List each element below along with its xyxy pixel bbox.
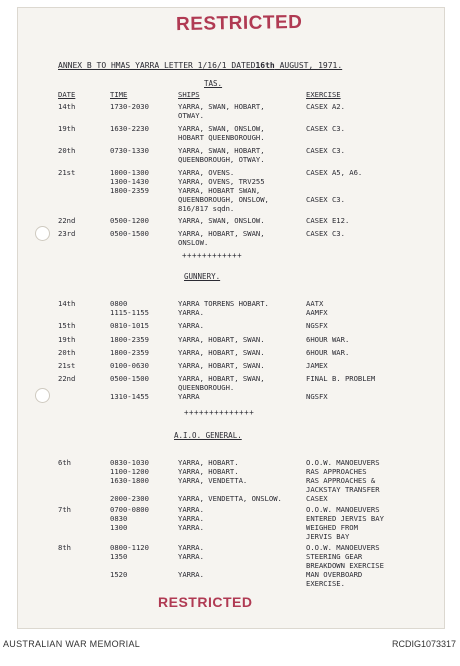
section-separator: ++++++++++++: [182, 251, 243, 260]
row-date: 21st: [58, 168, 76, 177]
section-separator: ++++++++++++++: [184, 408, 255, 417]
row-ships: YARRA. YARRA. YARRA.: [178, 505, 204, 532]
row-exercise: CASEX A2.: [306, 102, 345, 111]
row-time: 0800 1115-1155: [110, 299, 149, 317]
row-ships: YARRA, SWAN, ONSLOW.: [178, 216, 265, 225]
row-time: 1800-2359: [110, 335, 149, 344]
footer-archive-name: AUSTRALIAN WAR MEMORIAL: [3, 639, 141, 649]
punch-hole: [35, 388, 50, 403]
row-time: 0830-1030 1100-1200 1630-1800 2000-2300: [110, 458, 149, 503]
heading-suffix: AUGUST, 1971.: [274, 61, 343, 70]
row-date: 21st: [58, 361, 76, 370]
row-time: 1630-2230: [110, 124, 149, 133]
section-title-aio-general: A.I.O. GENERAL.: [174, 431, 242, 440]
column-header-ships: SHIPS: [178, 90, 200, 99]
row-exercise: JAMEX: [306, 361, 328, 370]
row-date: 19th: [58, 335, 76, 344]
punch-hole: [35, 226, 50, 241]
row-ships: YARRA, HOBART, SWAN, QUEENBOROUGH. YARRA: [178, 374, 265, 401]
row-ships: YARRA, HOBART, SWAN.: [178, 335, 265, 344]
row-date: 20th: [58, 146, 76, 155]
row-ships: YARRA, SWAN, HOBART, QUEENBOROUGH, OTWAY.: [178, 146, 265, 164]
row-date: 20th: [58, 348, 76, 357]
restricted-stamp-bottom: RESTRICTED: [158, 594, 253, 610]
row-date: 7th: [58, 505, 71, 514]
row-exercise: O.O.W. MANOEUVERS ENTERED JERVIS BAY WEIGHED FROM JERVIS BAY: [306, 505, 384, 541]
row-ships: YARRA, HOBART. YARRA, HOBART. YARRA, VENDETTA. YARRA, VENDETTA, ONSLOW.: [178, 458, 282, 503]
row-date: 6th: [58, 458, 71, 467]
row-time: 1730-2030: [110, 102, 149, 111]
column-header-time: TIME: [110, 90, 128, 99]
row-date: 8th: [58, 543, 71, 552]
row-exercise: CASEX E12.: [306, 216, 350, 225]
row-date: 19th: [58, 124, 76, 133]
row-time: 0730-1330: [110, 146, 149, 155]
row-date: 22nd: [58, 216, 76, 225]
row-time: 0700-0800 0830 1300: [110, 505, 149, 532]
row-exercise: CASEX C3.: [306, 146, 345, 155]
row-date: 23rd: [58, 229, 76, 238]
row-ships: YARRA.: [178, 321, 204, 330]
row-exercise: CASEX C3.: [306, 124, 345, 133]
row-exercise: O.O.W. MANOEUVERS STEERING GEAR BREAKDOWN EXERCISE MAN OVERBOARD EXERCISE.: [306, 543, 384, 588]
footer-record-id: RCDIG1073317: [391, 639, 456, 649]
row-date: 14th: [58, 102, 76, 111]
row-ships: YARRA, HOBART, SWAN.: [178, 361, 265, 370]
row-time: 1000-1300 1300-1430 1800-2359: [110, 168, 149, 195]
heading-prefix: ANNEX B TO HMAS YARRA LETTER 1/16/1 DATED: [58, 61, 256, 70]
row-exercise: FINAL B. PROBLEM NGSFX: [306, 374, 376, 401]
row-exercise: CASEX A5, A6. CASEX C3.: [306, 168, 363, 204]
section-title-gunnery: GUNNERY.: [184, 272, 221, 281]
row-time: 0500-1500: [110, 229, 149, 238]
row-exercise: NGSFX: [306, 321, 328, 330]
row-date: 22nd: [58, 374, 76, 383]
row-ships: YARRA. YARRA. YARRA.: [178, 543, 204, 579]
row-exercise: 6HOUR WAR.: [306, 335, 350, 344]
row-ships: YARRA, HOBART, SWAN, ONSLOW.: [178, 229, 265, 247]
row-date: 15th: [58, 321, 76, 330]
row-ships: YARRA, OVENS. YARRA, OVENS, TRV255 YARRA, HOBART SWAN, QUEENBOROUGH, ONSLOW, 816/817 sqdn.: [178, 168, 269, 213]
section-title-tas: TAS.: [204, 79, 223, 88]
row-exercise: CASEX C3.: [306, 229, 345, 238]
column-header-exercise: EXERCISE: [306, 90, 341, 99]
row-time: 0500-1500 1310-1455: [110, 374, 149, 401]
row-exercise: AATX AAMFX: [306, 299, 328, 317]
heading-date: 16th: [255, 61, 275, 70]
column-header-date: DATE: [58, 90, 76, 99]
row-date: 14th: [58, 299, 76, 308]
row-time: 1800-2359: [110, 348, 149, 357]
document-heading: [58, 61, 342, 70]
row-exercise: 6HOUR WAR.: [306, 348, 350, 357]
row-exercise: O.O.W. MANOEUVERS RAS APPROACHES RAS APPROACHES & JACKSTAY TRANSFER CASEX: [306, 458, 380, 503]
restricted-stamp-top: RESTRICTED: [175, 11, 303, 36]
row-ships: YARRA, SWAN, ONSLOW, HOBART QUEENBOROUGH.: [178, 124, 265, 142]
row-time: 0500-1200: [110, 216, 149, 225]
row-time: 0100-0630: [110, 361, 149, 370]
row-ships: YARRA, HOBART, SWAN.: [178, 348, 265, 357]
row-time: 0810-1015: [110, 321, 149, 330]
row-ships: YARRA, SWAN, HOBART, OTWAY.: [178, 102, 265, 120]
row-time: 0800-1120 1350 1520: [110, 543, 149, 579]
row-ships: YARRA TORRENS HOBART. YARRA.: [178, 299, 269, 317]
